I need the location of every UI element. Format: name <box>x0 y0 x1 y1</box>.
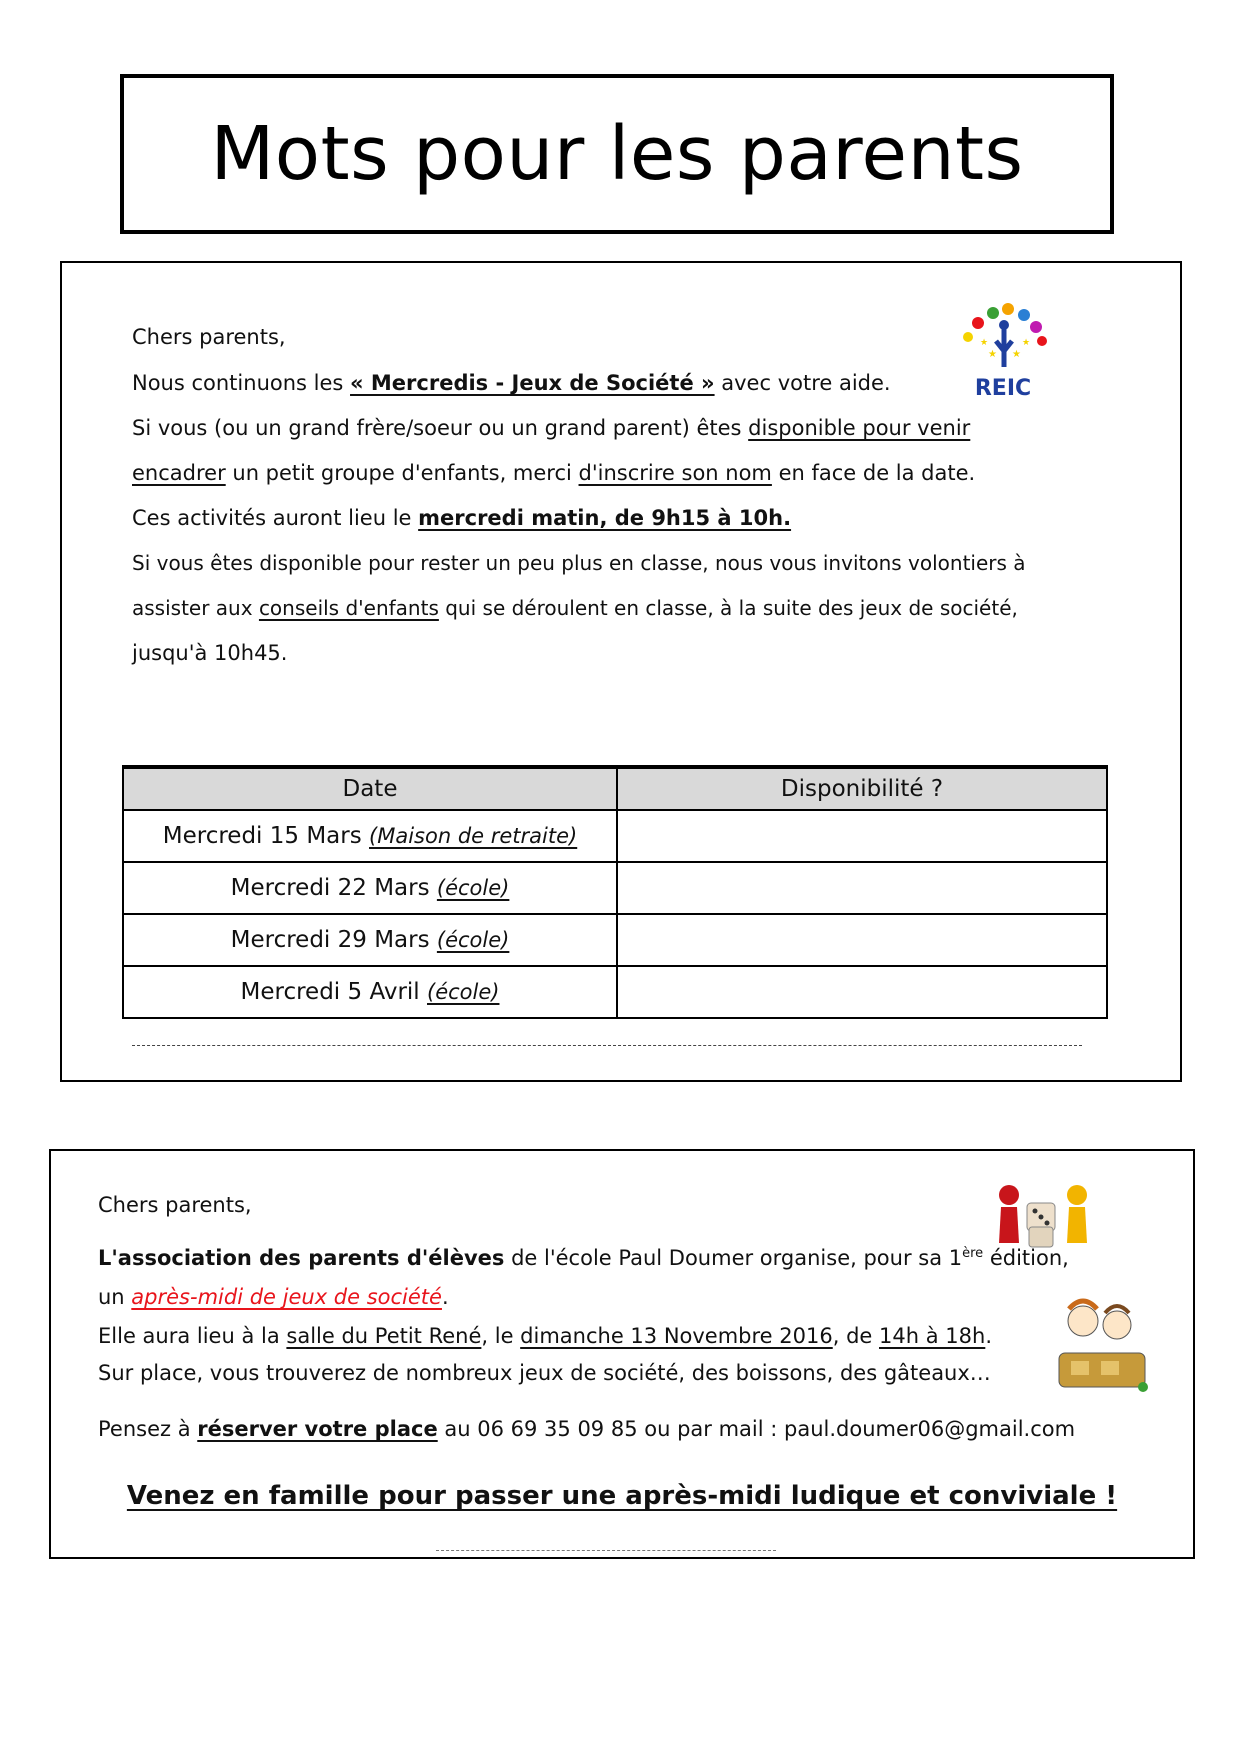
paragraph-line: Si vous (ou un grand frère/soeur ou un grand parent) êtes disponible pour venir <box>132 416 971 440</box>
title-box <box>120 74 1114 234</box>
table-row <box>123 862 1107 914</box>
paragraph-line: jusqu'à 10h45. <box>132 641 288 665</box>
call-to-action: Venez en famille pour passer une après-midi ludique et conviviale ! <box>126 1481 1118 1511</box>
table-row <box>123 810 1107 862</box>
contact-line: Pensez à réserver votre place au 06 69 35 09 85 ou par mail : paul.doumer06@gmail.com <box>98 1417 1076 1441</box>
table-header-row <box>123 767 1107 810</box>
availability-cell[interactable] <box>617 914 1107 966</box>
svg-text:★: ★ <box>980 338 989 348</box>
cut-line <box>132 1045 1082 1046</box>
availability-cell[interactable] <box>617 966 1107 1018</box>
svg-text:REIC: REIC <box>974 376 1032 401</box>
svg-text:★: ★ <box>1012 349 1021 360</box>
board-game-pieces-icon <box>991 1181 1101 1251</box>
cut-line <box>436 1550 776 1551</box>
availability-cell[interactable] <box>617 862 1107 914</box>
table-row <box>123 966 1107 1018</box>
paragraph-line: un après-midi de jeux de société. <box>98 1285 449 1309</box>
page-title: Mots pour les parents <box>210 111 1024 197</box>
svg-text:★: ★ <box>1022 338 1031 348</box>
table-row <box>123 914 1107 966</box>
paragraph-line: L'association des parents d'élèves de l'école Paul Doumer organise, pour sa 1ère édition, <box>98 1246 1069 1270</box>
date-cell: Mercredi 5 Avril (école) <box>123 966 617 1018</box>
greeting: Chers parents, <box>98 1193 252 1217</box>
column-header-availability: Disponibilité ? <box>617 767 1107 810</box>
greeting: Chers parents, <box>132 325 286 349</box>
availability-table <box>122 765 1108 1019</box>
date-cell: Mercredi 15 Mars (Maison de retraite) <box>123 810 617 862</box>
availability-cell[interactable] <box>617 810 1107 862</box>
paragraph-line: Si vous êtes disponible pour rester un peu plus en classe, nous vous invitons volontiers à <box>132 551 1026 575</box>
reic-logo <box>938 285 1068 405</box>
svg-text:★: ★ <box>988 349 997 360</box>
kids-playing-icon <box>1051 1291 1151 1401</box>
paragraph-line: Ces activités auront lieu le mercredi matin, de 9h15 à 10h. <box>132 506 792 530</box>
date-cell: Mercredi 22 Mars (école) <box>123 862 617 914</box>
paragraph-line: Elle aura lieu à la salle du Petit René, le dimanche 13 Novembre 2016, de 14h à 18h. <box>98 1324 992 1348</box>
notice-games-afternoon <box>49 1149 1195 1559</box>
paragraph-line: encadrer un petit groupe d'enfants, merci d'inscrire son nom en face de la date. <box>132 461 976 485</box>
paragraph-line: Sur place, vous trouverez de nombreux jeux de société, des boissons, des gâteaux… <box>98 1361 991 1385</box>
paragraph-line: assister aux conseils d'enfants qui se déroulent en classe, à la suite des jeux de société, <box>132 596 1018 620</box>
paragraph-line: Nous continuons les « Mercredis - Jeux de Société » avec votre aide. <box>132 371 891 395</box>
date-cell: Mercredi 29 Mars (école) <box>123 914 617 966</box>
notice-wednesday-games <box>60 261 1182 1082</box>
column-header-date: Date <box>123 767 617 810</box>
